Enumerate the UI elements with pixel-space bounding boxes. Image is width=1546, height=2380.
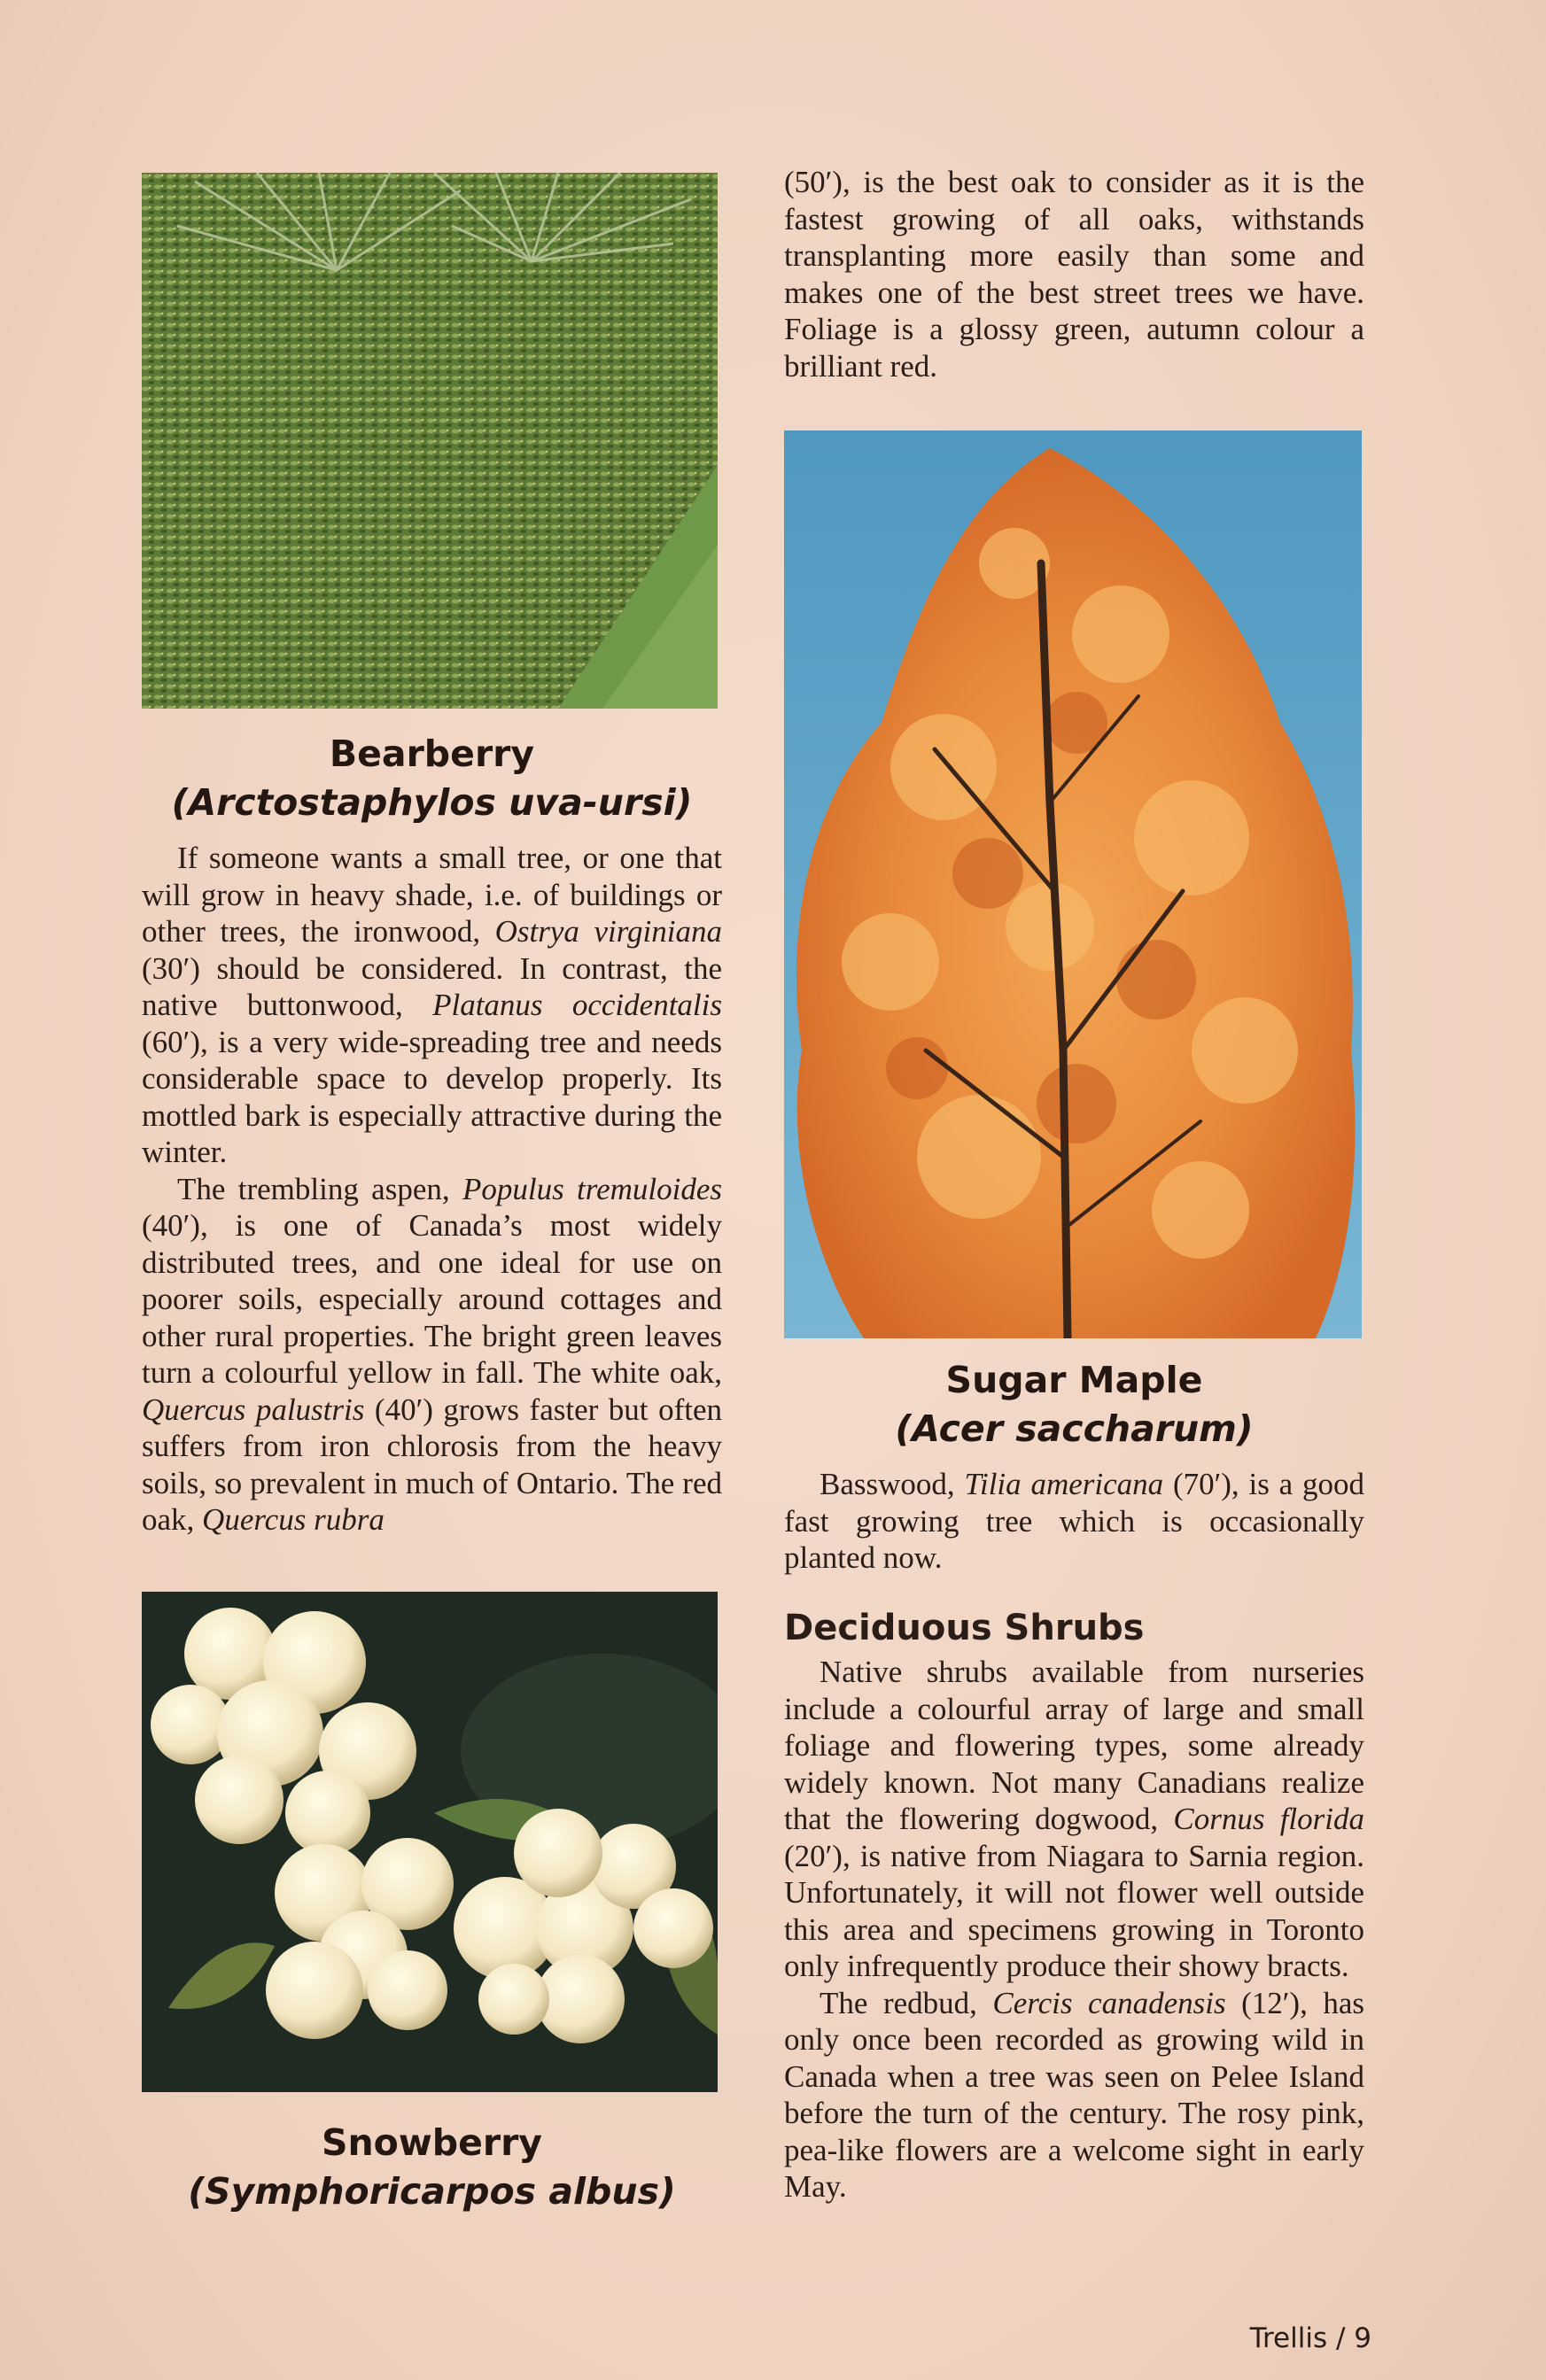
sugar-maple-latin-name: (Acer saccharum) (895, 1407, 1254, 1450)
paragraph-aspen: The trembling aspen, Populus tremuloides (40′), is one of Canada’s most widely distributed trees, and one ideal for use on poorer soils, especially around cottages and other rural properties. The bright green leaves turn a colourful yellow in fall. The white oak, Quercus palustris (40′) grows faster but often suffers from iron chlorosis from the heavy soils, so prevalent in much of Ontario. The red oak, Quercus rubra (142, 1171, 722, 1537)
right-top-text (784, 164, 1364, 384)
paragraph-basswood: Basswood, Tilia americana (70′), is a good fast growing tree which is occasionally planted now. (784, 1467, 1364, 1575)
left-body-text (142, 840, 722, 1539)
snowberry-latin-name: (Symphoricarpos albus) (188, 2169, 676, 2213)
snowberry-photo (142, 1592, 718, 2092)
sugar-maple-photo (784, 430, 1362, 1338)
latin-name: Cornus florida (1173, 1802, 1364, 1836)
latin-name: Cercis canadensis (992, 1985, 1226, 2020)
latin-name: Quercus palustris (142, 1392, 365, 1427)
sugar-maple-common-name: Sugar Maple (945, 1359, 1203, 1401)
latin-name: Ostrya virginiana (494, 914, 722, 949)
bearberry-photo (142, 173, 718, 709)
latin-name: Populus tremuloides (462, 1171, 722, 1206)
latin-name: Tilia americana (964, 1467, 1164, 1501)
bearberry-latin-name: (Arctostaphylos uva-ursi) (171, 781, 693, 824)
page-footer: Trellis / 9 (1249, 2322, 1371, 2354)
paragraph-dogwood: Native shrubs available from nurseries include a colourful array of large and small foliage and flowering types, some already widely known. Not many Canadians realize that the flowering dogwood, Cornus florida (20′), is native from Niagara to Sarnia region. Unfortunately, it will not flower well outside this area and specimens growing in Toronto only infrequently produce their showy bracts. (784, 1655, 1364, 1983)
deciduous-shrubs-heading: Deciduous Shrubs (784, 1607, 1145, 1648)
right-column (784, 164, 1364, 2206)
paragraph-redbud: The redbud, Cercis canadensis (12′), has only once been recorded as growing wild in Canada when a tree was seen on Pelee Island before the turn of the century. The rosy pink, pea-like flowers are a welcome sight in early May. (784, 1985, 1365, 2204)
latin-name: Quercus rubra (202, 1502, 385, 1537)
bearberry-common-name: Bearberry (329, 733, 535, 775)
sugar-maple-caption (784, 1356, 1364, 1454)
paragraph-ironwood: If someone wants a small tree, or one that will grow in heavy shade, i.e. of buildings or other trees, the ironwood, Ostrya virginiana (30′) should be considered. In contrast, the native buttonwood, Platanus occidentalis (60′), is a very wide-spreading tree and needs considerable space to develop properly. Its mottled bark is especially attractive during the winter. (142, 841, 722, 1169)
paragraph-red-oak-continued: (50′), is the best oak to consider as it is the fastest growing of all oaks, withstands transplanting more easily than some and makes one of the best street trees we have. Foliage is a glossy green, autumn colour a brilliant red. (784, 165, 1364, 384)
snowberry-common-name: Snowberry (321, 2120, 543, 2164)
snowberry-caption (142, 2119, 722, 2216)
right-body-text (784, 1466, 1364, 2206)
left-column (142, 173, 722, 2216)
latin-name: Platanus occidentalis (432, 988, 722, 1022)
bearberry-caption (142, 730, 722, 827)
